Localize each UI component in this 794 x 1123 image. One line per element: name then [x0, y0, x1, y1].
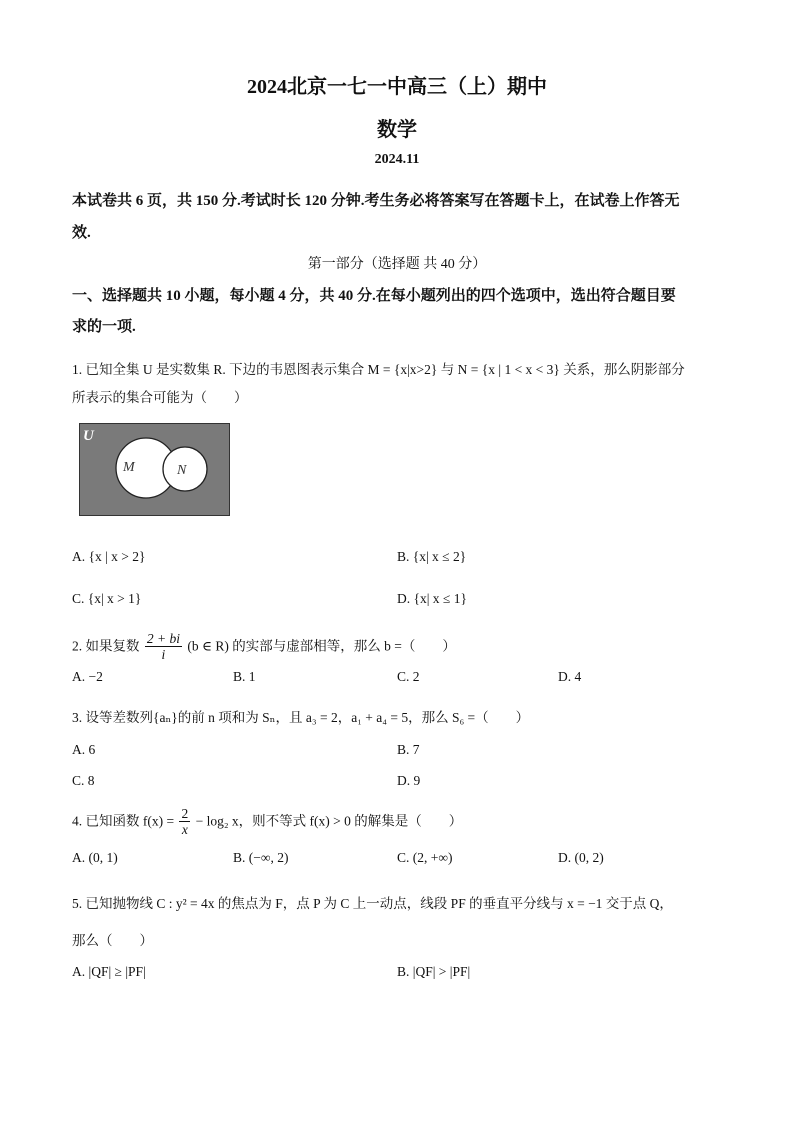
q1-option-b: B. {x| x ≤ 2} — [397, 549, 467, 564]
q2-stem-suffix: (b ∈ R) 的实部与虚部相等，那么 b =（ ） — [187, 638, 456, 654]
q2-stem — [72, 632, 456, 663]
page-title: 2024北京一七一中高三（上）期中 — [247, 76, 547, 98]
q2-option-b: B. 1 — [233, 669, 256, 684]
q2-option-a: A. −2 — [72, 669, 103, 684]
q1-option-c: C. {x| x > 1} — [72, 591, 142, 606]
q3-option-c: C. 8 — [72, 773, 95, 788]
q1-option-d: D. {x| x ≤ 1} — [397, 591, 467, 606]
q4-fraction-denominator: x — [181, 822, 188, 837]
q2-fraction-denominator: i — [161, 647, 166, 662]
part1-instruction-line-1: 一、选择题共 10 小题，每小题 4 分，共 40 分.在每小题列出的四个选项中，选出符合题目要 — [72, 288, 676, 304]
q4-fraction — [179, 806, 190, 837]
q3-option-a: A. 6 — [72, 742, 96, 757]
q2-stem-prefix: 2. 如果复数 — [72, 638, 140, 654]
q3-stem: 3. 设等差数列{aₙ}的前 n 项和为 Sₙ，且 a₃ = 2，a₁ + a₄ = 5，那么 S₆ =（ ） — [72, 710, 530, 725]
q3-option-d: D. 9 — [397, 773, 421, 788]
q1-stem-line-2: 所表示的集合可能为（ ） — [72, 390, 248, 405]
q4-stem-prefix: 4. 已知函数 f(x) = — [72, 813, 175, 829]
venn-diagram — [79, 423, 231, 517]
intro-line-1: 本试卷共 6 页，共 150 分.考试时长 120 分钟.考生务必将答案写在答题卡上，在试卷上作答无 — [72, 193, 680, 209]
q5-option-b: B. |QF| > |PF| — [397, 964, 471, 979]
q2-option-c: C. 2 — [397, 669, 420, 684]
venn-n-label: N — [177, 463, 187, 478]
q5-stem-line-2: 那么（ ） — [72, 933, 153, 948]
q2-option-d: D. 4 — [558, 669, 582, 684]
q2-fraction-numerator: 2 + bi — [146, 631, 180, 646]
q4-stem-suffix: − log₂ x，则不等式 f(x) > 0 的解集是（ ） — [195, 813, 463, 829]
part1-heading: 第一部分（选择题 共 40 分） — [307, 257, 487, 272]
subject-title: 数学 — [377, 119, 417, 141]
q3-option-b: B. 7 — [397, 742, 420, 757]
intro-line-2: 效. — [72, 225, 91, 241]
q2-fraction — [145, 631, 182, 662]
q1-stem-line-1: 1. 已知全集 U 是实数集 R. 下边的韦恩图表示集合 M = {x|x>2} 与 N = {x | 1 < x < 3} 关系，那么阴影部分 — [72, 362, 685, 377]
part1-instruction-line-2: 求的一项. — [72, 319, 136, 335]
q4-option-a: A. (0, 1) — [72, 850, 118, 865]
venn-m-label: M — [123, 460, 135, 475]
q5-stem-line-1: 5. 已知抛物线 C : y² = 4x 的焦点为 F，点 P 为 C 上一动点，线段 PF 的垂直平分线与 x = −1 交于点 Q， — [72, 896, 673, 911]
q4-fraction-numerator: 2 — [181, 806, 189, 821]
exam-date: 2024.11 — [374, 152, 420, 167]
q4-option-c: C. (2, +∞) — [397, 850, 453, 865]
q1-option-a: A. {x | x > 2} — [72, 549, 146, 564]
q4-option-d: D. (0, 2) — [558, 850, 604, 865]
q4-stem — [72, 807, 462, 838]
q5-option-a: A. |QF| ≥ |PF| — [72, 964, 146, 979]
q4-option-b: B. (−∞, 2) — [233, 850, 289, 865]
venn-u-label: U — [83, 428, 94, 444]
